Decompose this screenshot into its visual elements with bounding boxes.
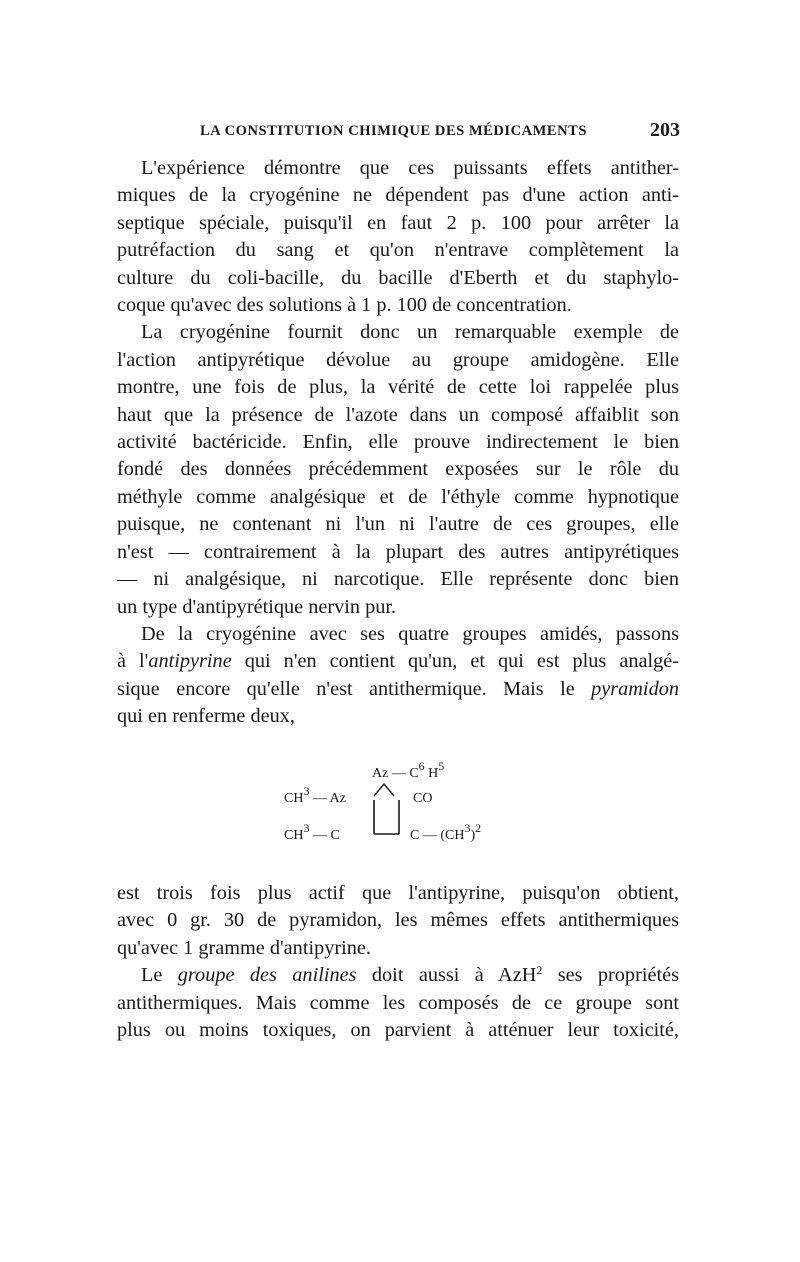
formula-methyl-carbon: $CH^3$ — C: [284, 821, 340, 844]
formula-methyl-nitrogen: $CH^3$ — Az: [284, 784, 347, 807]
text-line: puisque, ne contenant ni l'un ni l'autre de ces groupes, elle: [117, 513, 679, 536]
paragraph-4: [117, 880, 679, 962]
formula-dimethylamino-carbon: C — $(CH^3)^2$: [410, 821, 482, 844]
text-line: haut que la présence de l'azote dans un composé affaiblit son: [117, 403, 679, 426]
text-line: L'expérience démontre que ces puissants effets antither-: [141, 157, 679, 179]
paragraph-2: [117, 319, 679, 620]
text-line: sique encore qu'elle n'est antithermique. Mais le pyramidon: [117, 677, 679, 700]
text-line: n'est — contrairement à la plupart des autres antipyrétiques: [117, 540, 679, 563]
text-line: — ni analgésique, ni narcotique. Elle représente donc bien: [117, 568, 679, 591]
text-line: un type d'antipyrétique nervin pur.: [117, 595, 397, 618]
formula-carbonyl: CO: [413, 791, 433, 806]
body-text-bottom: [117, 880, 679, 1044]
text-line: septique spéciale, puisqu'il en faut 2 p. 100 pour arrêter la: [117, 211, 679, 234]
text-line: La cryogénine fournit donc un remarquable exemple de: [141, 321, 679, 344]
text-line: culture du coli-bacille, du bacille d'Eberth et du staphylo-: [117, 266, 679, 289]
anilines-term: groupe des anilines: [177, 964, 357, 987]
paragraph-1-cont: [117, 182, 679, 319]
text-line: coque qu'avec des solutions à 1 p. 100 de concentration.: [117, 294, 572, 317]
text-line: Le groupe des anilines doit aussi à AzH$^2$ ses propriétés: [141, 963, 679, 987]
page-number: 203: [650, 119, 680, 141]
text-line: plus ou moins toxiques, on parvient à atténuer leur toxicité,: [117, 1019, 679, 1042]
text-line: l'action antipyrétique dévolue au groupe amidogène. Elle: [117, 348, 679, 371]
text-line: qui en renferme deux,: [117, 705, 295, 728]
text-line: fondé des données précédemment exposées sur le rôle du: [117, 458, 679, 481]
text-line: putréfaction du sang et qu'on n'entrave complètement la: [117, 239, 679, 262]
text-line: méthyle comme analgésique et de l'éthyle comme hypnotique: [117, 485, 679, 508]
paragraph-5: [117, 962, 679, 1044]
text-line: qu'avec 1 gramme d'antipyrine.: [117, 936, 371, 959]
text-line: est trois fois plus actif que l'antipyrine, puisqu'on obtient,: [117, 882, 679, 904]
running-title: LA CONSTITUTION CHIMIQUE DES MÉDICAMENTS: [200, 123, 587, 139]
text-line: avec 0 gr. 30 de pyramidon, les mêmes effets antithermiques: [117, 909, 679, 932]
body-text-top: [117, 155, 679, 731]
text-line: activité bactéricide. Enfin, elle prouve indirectement le bien: [117, 431, 679, 454]
antipyrine-term: antipyrine: [148, 650, 232, 673]
paragraph-1: [117, 155, 679, 182]
text-line: à l'antipyrine qui n'en contient qu'un, et qui est plus analgé-: [117, 650, 679, 673]
text-line: montre, une fois de plus, la vérité de cette loi rappelée plus: [117, 376, 679, 399]
text-line: miques de la cryogénine ne dépendent pas d'une action anti-: [117, 184, 679, 207]
pyramidon-term: pyramidon: [591, 677, 679, 700]
text-line: antithermiques. Mais comme les composés de ce groupe sont: [117, 991, 679, 1014]
formula-phenyl-nitrogen: Az — $C^6$ $H^5$: [372, 759, 445, 782]
running-header: [200, 121, 680, 145]
paragraph-3: [117, 621, 679, 731]
pyramidon-structural-formula: [270, 759, 530, 857]
text-line: De la cryogénine avec ses quatre groupes amidés, passons: [141, 622, 679, 645]
